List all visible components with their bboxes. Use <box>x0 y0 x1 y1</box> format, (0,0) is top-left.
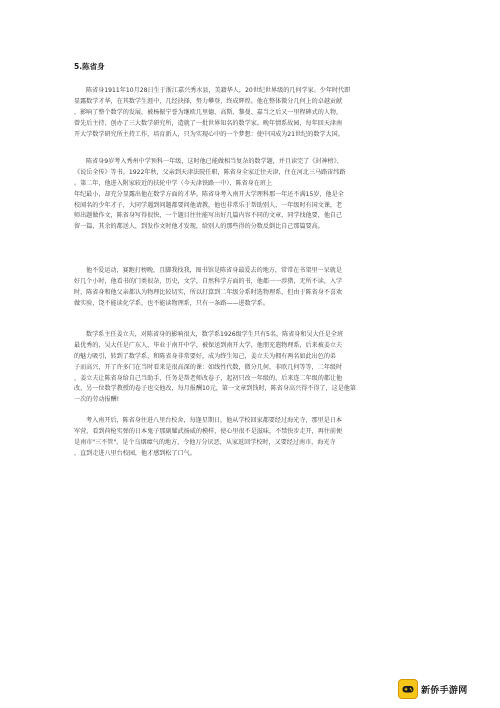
section-heading: 5.陈省身 <box>74 62 105 71</box>
text-line: 好几个小时，他看书的门类很杂，历史，文学，自然科学方面的书，他都一一涉猎，无所不读，入学 <box>74 277 343 285</box>
text-line: ，影响了整个数学的发展，被杨振宁誉为继欧几里德、高斯、黎曼、嘉当之后又一里程碑式的人物， <box>74 108 343 116</box>
text-line: 数学系主任姜立夫，对陈省身的影响很大，数学系1926级学生只有5名，陈省身和吴大任是全班 <box>86 331 344 338</box>
text-line: 考入南开后，陈省身住进八里台校舍，每逢星期日，他从学校回家都要经过海光寺，那里是日本 <box>86 417 342 424</box>
text-line: 校闻名的少年才子，大同学遇到问题都要问他请教，他也非常乐于帮助别人，一年级时有国文课，老 <box>74 201 343 209</box>
paragraph-2 <box>74 157 429 233</box>
text-line: 一次的劳动报酬! <box>74 396 120 404</box>
game-controller-icon <box>398 679 418 699</box>
paragraph-1 <box>74 86 429 140</box>
site-watermark[interactable] <box>398 678 490 700</box>
text-line: 陈省身9岁考入秀州中学预科一年级，这时他已能做相当复杂的数学题，并且读完了《封神榜》、 <box>86 158 343 165</box>
watermark-text: 新侨手游网 <box>421 685 468 696</box>
text-line: 留一篇，其余的都送人，到发作文时他才发现，给别人的那些得的分数反倒比自己那篇要高。 <box>74 223 324 231</box>
text-line: 是南市"三不管"，是个乌烟瘴气的地方，令他万分厌恶，从家返回学校时，又要经过南市，海光寺 <box>74 438 336 446</box>
text-line: 子而高兴，开了许多门在当时看来是很高深的课：如线性代数，微分几何，非欧几何等等，二年级时 <box>74 363 343 371</box>
text-line: ，姜立夫让陈省身给自己当助手，任务是帮老师改卷子，起初只改一年级的，后来连二年级的都让他 <box>74 374 343 382</box>
text-line: 显露数学才华，在其数学生涯中，几经抉择，努力攀登，终成辉煌。他在整体微分几何上的卓越贡献 <box>74 97 343 105</box>
text-line: 年纪最小，却充分显露出他在数学方面的才华。陈省身考入南开大学理科那一年还不满15岁，他是全 <box>74 190 344 198</box>
text-line: 军营，看到荷枪实弹的日本鬼子那副耀武扬威的模样，使心里很不是滋味，不禁快步走开，再往前便 <box>74 427 343 435</box>
text-line: 改，另一位数学教授的卷子也交他改，每月报酬10元，第一文章到钱时，陈省身高兴得不得了，这是他第 <box>74 385 356 393</box>
text-line: 最优秀的，吴大任是广东人，毕业于南开中学，被保送到南开大学，他朋充遣物理系，后来被姜立夫 <box>74 341 343 349</box>
paragraph-3 <box>74 266 429 310</box>
paragraph-5 <box>74 416 429 460</box>
text-line: 时，陈省身和他父亲都认为物理比较切实，所以打算到二年级分系时选物理系，但由于陈省身不喜欢 <box>74 288 343 296</box>
text-line: 他不爱运动，赛跑打榜晚，且脚我找我，图书馆是陈省身最爱去的地方，常常在书架里一呆就是 <box>86 267 342 274</box>
text-line: 陈省身1911年10月28日生于浙江嘉兴秀水县，美籍华人，20世纪世界级的几何学家。少年时代即 <box>86 87 351 94</box>
text-line: 。第二年，他进入附家较近的扶轮中学（今天津铁路一中），陈省身在班上 <box>74 179 273 187</box>
text-line: 《说岳全传》等书。1922年秋，父亲到天津法院任职，陈省身全家迁往天津，住在河北三马路宙纬路 <box>74 168 346 176</box>
text-line: 曾先后主持、创办了三大数学研究所，造就了一批世界知名的数学家。晚年情系故园，每年回天津南 <box>74 119 343 127</box>
text-line: 师出题做作文，陈省身写得很快，一个题目往往能写出好几篇内容不同的文章，同学找他要，他自己 <box>74 212 343 220</box>
text-line: 做实验，饶不能读化学系，也不能读物理系，只有一条路——进数学系。 <box>74 299 269 307</box>
text-line: 的魅力吸引，转到了数学系，和陈省身非常要好，成为终生知己，姜立夫为拥有两名如此出色的弟 <box>74 352 337 360</box>
text-line: 开大学数学研究所主持工作，培育新人，只为实现心中的一个梦想：使中国成为21世纪的数学大国。 <box>74 130 344 138</box>
text-line: ，直到走进八里台校园，他才感到松了口气。 <box>74 449 196 457</box>
paragraph-4 <box>74 330 429 406</box>
